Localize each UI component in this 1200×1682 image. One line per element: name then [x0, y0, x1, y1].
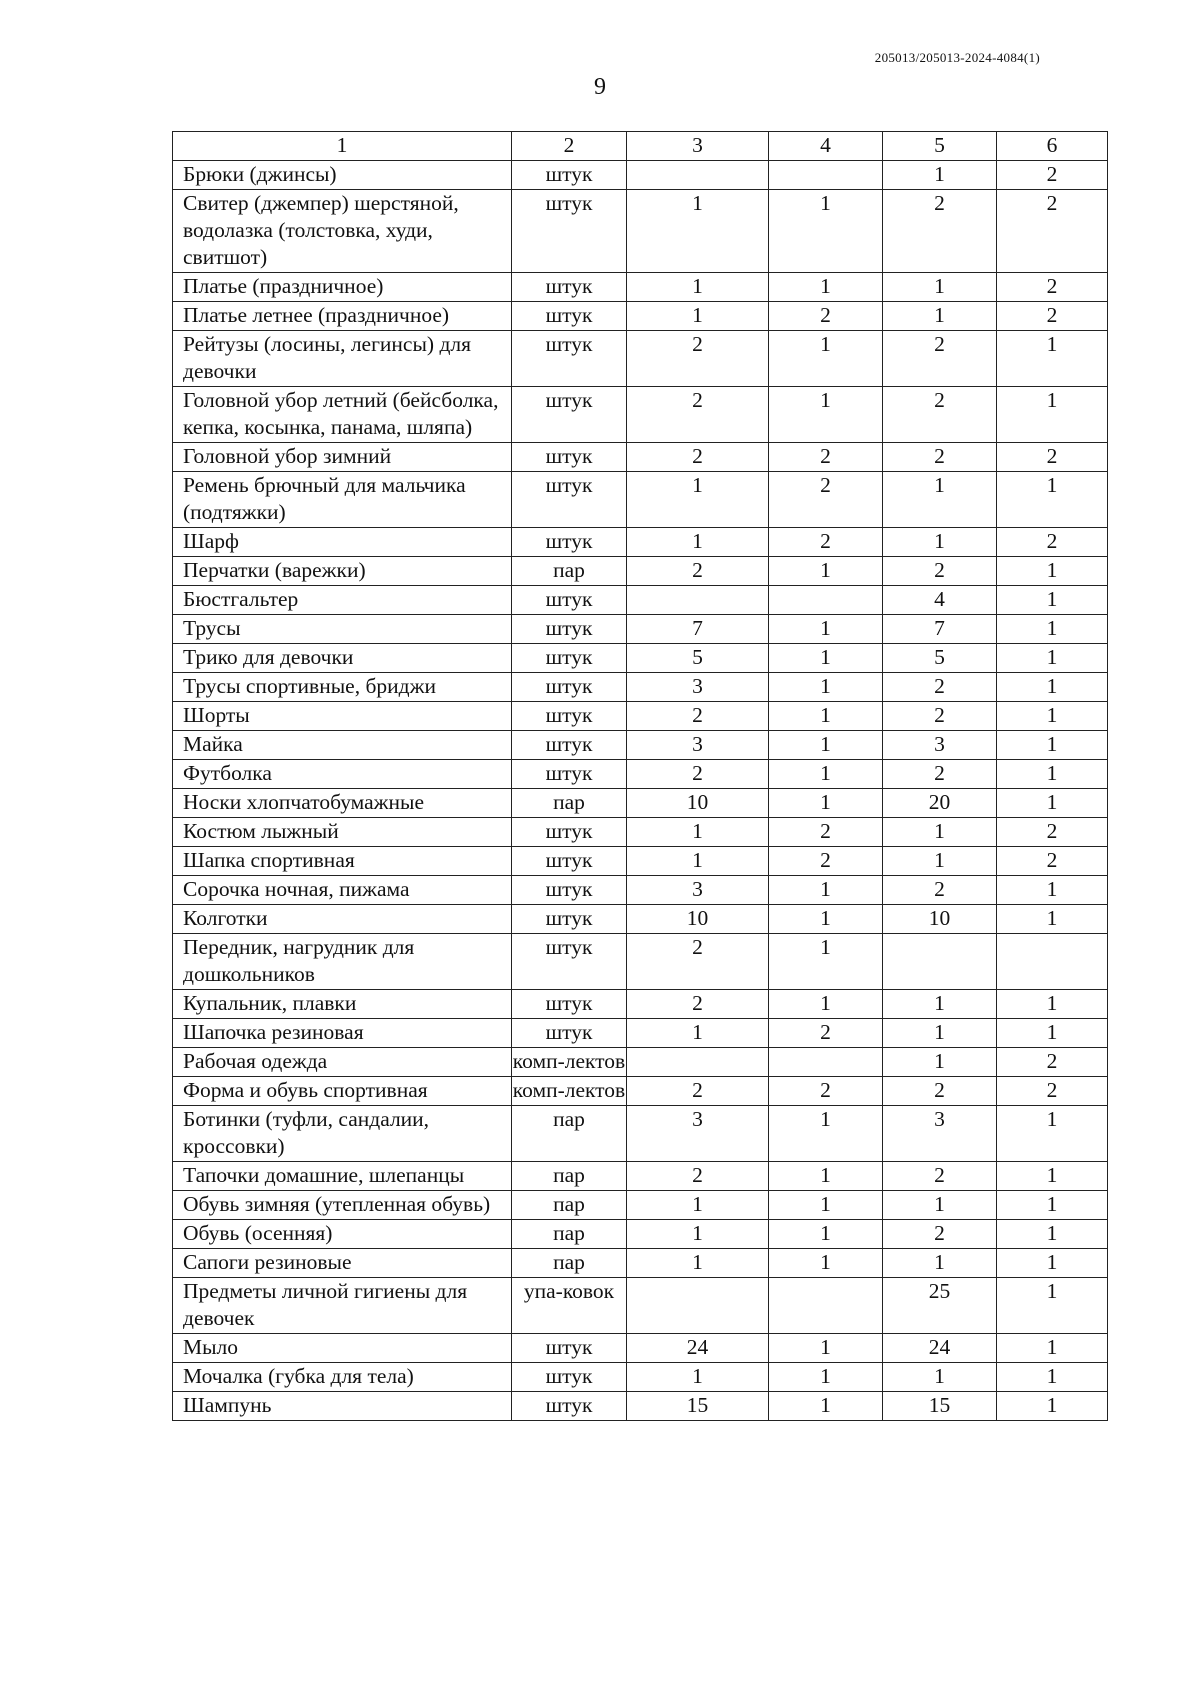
item-name-cell: Рабочая одежда [173, 1048, 512, 1077]
qty-col6-cell: 2 [997, 302, 1108, 331]
qty-col3-cell: 1 [627, 1019, 769, 1048]
item-name-cell: Трусы спортивные, бриджи [173, 673, 512, 702]
qty-col5-cell [883, 934, 997, 990]
qty-col4-cell: 2 [769, 443, 883, 472]
item-name-cell: Головной убор летний (бейсболка, кепка, косынка, панама, шляпа) [173, 387, 512, 443]
item-name-cell: Мыло [173, 1334, 512, 1363]
table-row [173, 1278, 1108, 1334]
qty-col4-cell: 1 [769, 934, 883, 990]
unit-cell: штук [512, 644, 627, 673]
qty-col4-cell: 2 [769, 1077, 883, 1106]
qty-col3-cell [627, 161, 769, 190]
table-row [173, 1363, 1108, 1392]
qty-col3-cell: 1 [627, 190, 769, 273]
table-row [173, 528, 1108, 557]
qty-col4-cell: 1 [769, 557, 883, 586]
table-row [173, 789, 1108, 818]
header-cell: 6 [997, 132, 1108, 161]
qty-col6-cell: 1 [997, 557, 1108, 586]
page-number: 9 [594, 74, 606, 100]
qty-col5-cell: 2 [883, 1220, 997, 1249]
item-name-cell: Сапоги резиновые [173, 1249, 512, 1278]
qty-col3-cell: 1 [627, 528, 769, 557]
qty-col5-cell: 3 [883, 731, 997, 760]
table-row [173, 273, 1108, 302]
qty-col5-cell: 15 [883, 1392, 997, 1421]
qty-col4-cell: 1 [769, 760, 883, 789]
item-name-cell: Ремень брючный для мальчика (подтяжки) [173, 472, 512, 528]
unit-cell: пар [512, 1220, 627, 1249]
item-name-cell: Шапочка резиновая [173, 1019, 512, 1048]
qty-col3-cell: 7 [627, 615, 769, 644]
item-name-cell: Шорты [173, 702, 512, 731]
qty-col3-cell: 2 [627, 934, 769, 990]
qty-col6-cell: 1 [997, 789, 1108, 818]
qty-col6-cell: 2 [997, 1077, 1108, 1106]
qty-col3-cell: 1 [627, 818, 769, 847]
table-row [173, 673, 1108, 702]
qty-col3-cell: 2 [627, 760, 769, 789]
qty-col6-cell: 1 [997, 644, 1108, 673]
table-row [173, 731, 1108, 760]
qty-col4-cell [769, 586, 883, 615]
table-row [173, 190, 1108, 273]
item-name-cell: Шампунь [173, 1392, 512, 1421]
qty-col4-cell: 1 [769, 789, 883, 818]
qty-col6-cell: 1 [997, 615, 1108, 644]
unit-cell: пар [512, 789, 627, 818]
unit-cell: штук [512, 472, 627, 528]
table-row [173, 1162, 1108, 1191]
item-name-cell: Брюки (джинсы) [173, 161, 512, 190]
table-row [173, 1220, 1108, 1249]
qty-col4-cell: 2 [769, 818, 883, 847]
qty-col6-cell: 1 [997, 1249, 1108, 1278]
qty-col4-cell: 1 [769, 731, 883, 760]
header-cell: 2 [512, 132, 627, 161]
qty-col6-cell: 2 [997, 818, 1108, 847]
item-name-cell: Шапка спортивная [173, 847, 512, 876]
item-name-cell: Купальник, плавки [173, 990, 512, 1019]
unit-cell: штук [512, 673, 627, 702]
table-row [173, 1019, 1108, 1048]
qty-col5-cell: 10 [883, 905, 997, 934]
qty-col4-cell: 1 [769, 1106, 883, 1162]
qty-col4-cell: 1 [769, 1363, 883, 1392]
qty-col3-cell: 15 [627, 1392, 769, 1421]
table-row [173, 586, 1108, 615]
qty-col6-cell: 1 [997, 387, 1108, 443]
item-name-cell: Платье летнее (праздничное) [173, 302, 512, 331]
qty-col3-cell [627, 1048, 769, 1077]
qty-col5-cell: 20 [883, 789, 997, 818]
qty-col6-cell: 1 [997, 990, 1108, 1019]
qty-col6-cell: 2 [997, 161, 1108, 190]
qty-col4-cell [769, 1278, 883, 1334]
table-row [173, 1191, 1108, 1220]
unit-cell: комп-лектов [512, 1077, 627, 1106]
qty-col6-cell: 2 [997, 847, 1108, 876]
qty-col6-cell: 1 [997, 673, 1108, 702]
unit-cell: пар [512, 1106, 627, 1162]
qty-col5-cell: 2 [883, 190, 997, 273]
table-row [173, 990, 1108, 1019]
document-reference-number: 205013/205013-2024-4084(1) [874, 50, 1040, 65]
qty-col3-cell: 1 [627, 472, 769, 528]
qty-col6-cell: 1 [997, 472, 1108, 528]
table-row [173, 331, 1108, 387]
unit-cell: штук [512, 387, 627, 443]
item-name-cell: Предметы личной гигиены для девочек [173, 1278, 512, 1334]
qty-col6-cell: 2 [997, 443, 1108, 472]
table-row [173, 1106, 1108, 1162]
qty-col5-cell: 2 [883, 331, 997, 387]
qty-col4-cell: 1 [769, 1162, 883, 1191]
table-row [173, 702, 1108, 731]
qty-col4-cell: 1 [769, 876, 883, 905]
qty-col6-cell: 1 [997, 1392, 1108, 1421]
item-name-cell: Тапочки домашние, шлепанцы [173, 1162, 512, 1191]
qty-col4-cell: 1 [769, 331, 883, 387]
items-table [172, 131, 1108, 1421]
table-row [173, 615, 1108, 644]
qty-col4-cell: 1 [769, 1392, 883, 1421]
qty-col5-cell: 1 [883, 528, 997, 557]
table-row [173, 557, 1108, 586]
table-row [173, 161, 1108, 190]
qty-col5-cell: 1 [883, 273, 997, 302]
item-name-cell: Сорочка ночная, пижама [173, 876, 512, 905]
unit-cell: штук [512, 443, 627, 472]
table-row [173, 472, 1108, 528]
qty-col5-cell: 5 [883, 644, 997, 673]
qty-col3-cell: 2 [627, 702, 769, 731]
unit-cell: пар [512, 1162, 627, 1191]
qty-col3-cell: 2 [627, 1077, 769, 1106]
qty-col5-cell: 2 [883, 443, 997, 472]
item-name-cell: Свитер (джемпер) шерстяной, водолазка (толстовка, худи, свитшот) [173, 190, 512, 273]
qty-col6-cell: 1 [997, 1363, 1108, 1392]
table-row [173, 1334, 1108, 1363]
unit-cell: штук [512, 905, 627, 934]
item-name-cell: Обувь (осенняя) [173, 1220, 512, 1249]
qty-col3-cell: 24 [627, 1334, 769, 1363]
qty-col6-cell: 1 [997, 1334, 1108, 1363]
table-row [173, 1392, 1108, 1421]
table-row [173, 876, 1108, 905]
qty-col5-cell: 4 [883, 586, 997, 615]
unit-cell: штук [512, 615, 627, 644]
qty-col6-cell: 2 [997, 273, 1108, 302]
qty-col3-cell: 3 [627, 731, 769, 760]
table-row [173, 1048, 1108, 1077]
item-name-cell: Шарф [173, 528, 512, 557]
unit-cell: пар [512, 1249, 627, 1278]
qty-col4-cell: 1 [769, 615, 883, 644]
item-name-cell: Трусы [173, 615, 512, 644]
qty-col4-cell: 1 [769, 644, 883, 673]
item-name-cell: Обувь зимняя (утепленная обувь) [173, 1191, 512, 1220]
qty-col3-cell: 3 [627, 1106, 769, 1162]
qty-col4-cell [769, 1048, 883, 1077]
unit-cell: пар [512, 557, 627, 586]
table-row [173, 443, 1108, 472]
qty-col3-cell: 3 [627, 876, 769, 905]
qty-col6-cell: 1 [997, 1106, 1108, 1162]
qty-col3-cell: 5 [627, 644, 769, 673]
qty-col4-cell: 1 [769, 990, 883, 1019]
table-row [173, 934, 1108, 990]
qty-col5-cell: 2 [883, 387, 997, 443]
qty-col3-cell: 2 [627, 557, 769, 586]
table-row [173, 1249, 1108, 1278]
qty-col5-cell: 1 [883, 302, 997, 331]
table-row [173, 818, 1108, 847]
qty-col5-cell: 2 [883, 876, 997, 905]
unit-cell: штук [512, 934, 627, 990]
table-row [173, 847, 1108, 876]
qty-col4-cell: 1 [769, 702, 883, 731]
header-cell: 1 [173, 132, 512, 161]
qty-col5-cell: 3 [883, 1106, 997, 1162]
item-name-cell: Платье (праздничное) [173, 273, 512, 302]
qty-col3-cell: 2 [627, 990, 769, 1019]
qty-col4-cell [769, 161, 883, 190]
header-cell: 5 [883, 132, 997, 161]
qty-col6-cell: 1 [997, 731, 1108, 760]
qty-col4-cell: 1 [769, 1249, 883, 1278]
qty-col6-cell: 2 [997, 528, 1108, 557]
item-name-cell: Футболка [173, 760, 512, 789]
qty-col6-cell: 1 [997, 1278, 1108, 1334]
unit-cell: штук [512, 760, 627, 789]
qty-col5-cell: 2 [883, 673, 997, 702]
unit-cell: пар [512, 1191, 627, 1220]
qty-col5-cell: 2 [883, 1162, 997, 1191]
unit-cell: штук [512, 586, 627, 615]
qty-col5-cell: 1 [883, 1249, 997, 1278]
unit-cell: упа-ковок [512, 1278, 627, 1334]
qty-col3-cell: 1 [627, 1191, 769, 1220]
qty-col3-cell [627, 586, 769, 615]
qty-col6-cell: 1 [997, 905, 1108, 934]
qty-col4-cell: 1 [769, 190, 883, 273]
qty-col5-cell: 25 [883, 1278, 997, 1334]
unit-cell: штук [512, 331, 627, 387]
qty-col6-cell: 1 [997, 1162, 1108, 1191]
item-name-cell: Колготки [173, 905, 512, 934]
qty-col6-cell: 1 [997, 760, 1108, 789]
table-row [173, 302, 1108, 331]
qty-col3-cell [627, 1278, 769, 1334]
qty-col3-cell: 2 [627, 1162, 769, 1191]
item-name-cell: Бюстгальтер [173, 586, 512, 615]
qty-col5-cell: 1 [883, 472, 997, 528]
qty-col6-cell: 1 [997, 702, 1108, 731]
unit-cell: штук [512, 528, 627, 557]
qty-col4-cell: 2 [769, 472, 883, 528]
item-name-cell: Рейтузы (лосины, легинсы) для девочки [173, 331, 512, 387]
qty-col6-cell: 1 [997, 1220, 1108, 1249]
table-row [173, 1077, 1108, 1106]
qty-col3-cell: 1 [627, 1363, 769, 1392]
item-name-cell: Головной убор зимний [173, 443, 512, 472]
qty-col3-cell: 2 [627, 387, 769, 443]
qty-col5-cell: 1 [883, 818, 997, 847]
qty-col6-cell: 2 [997, 1048, 1108, 1077]
unit-cell: штук [512, 1392, 627, 1421]
qty-col5-cell: 2 [883, 557, 997, 586]
item-name-cell: Перчатки (варежки) [173, 557, 512, 586]
qty-col3-cell: 1 [627, 847, 769, 876]
qty-col5-cell: 24 [883, 1334, 997, 1363]
qty-col4-cell: 1 [769, 905, 883, 934]
qty-col3-cell: 2 [627, 443, 769, 472]
qty-col4-cell: 2 [769, 1019, 883, 1048]
unit-cell: штук [512, 702, 627, 731]
qty-col6-cell: 1 [997, 876, 1108, 905]
item-name-cell: Трико для девочки [173, 644, 512, 673]
unit-cell: штук [512, 847, 627, 876]
qty-col6-cell: 2 [997, 190, 1108, 273]
unit-cell: штук [512, 1334, 627, 1363]
item-name-cell: Передник, нагрудник для дошкольников [173, 934, 512, 990]
qty-col5-cell: 7 [883, 615, 997, 644]
qty-col3-cell: 10 [627, 905, 769, 934]
header-cell: 4 [769, 132, 883, 161]
qty-col6-cell [997, 934, 1108, 990]
item-name-cell: Костюм лыжный [173, 818, 512, 847]
qty-col3-cell: 1 [627, 302, 769, 331]
unit-cell: штук [512, 990, 627, 1019]
header-cell: 3 [627, 132, 769, 161]
qty-col3-cell: 3 [627, 673, 769, 702]
unit-cell: штук [512, 818, 627, 847]
unit-cell: штук [512, 302, 627, 331]
unit-cell: комп-лектов [512, 1048, 627, 1077]
qty-col5-cell: 1 [883, 990, 997, 1019]
item-name-cell: Майка [173, 731, 512, 760]
qty-col4-cell: 1 [769, 273, 883, 302]
qty-col6-cell: 1 [997, 1019, 1108, 1048]
qty-col4-cell: 1 [769, 1220, 883, 1249]
qty-col6-cell: 1 [997, 331, 1108, 387]
qty-col5-cell: 1 [883, 1048, 997, 1077]
unit-cell: штук [512, 161, 627, 190]
qty-col4-cell: 1 [769, 1334, 883, 1363]
unit-cell: штук [512, 1363, 627, 1392]
table-header-row [173, 132, 1108, 161]
item-name-cell: Мочалка (губка для тела) [173, 1363, 512, 1392]
table-row [173, 905, 1108, 934]
qty-col5-cell: 1 [883, 161, 997, 190]
qty-col3-cell: 2 [627, 331, 769, 387]
qty-col5-cell: 2 [883, 760, 997, 789]
table-row [173, 644, 1108, 673]
qty-col5-cell: 1 [883, 1363, 997, 1392]
item-name-cell: Ботинки (туфли, сандалии, кроссовки) [173, 1106, 512, 1162]
unit-cell: штук [512, 731, 627, 760]
qty-col5-cell: 2 [883, 1077, 997, 1106]
qty-col5-cell: 2 [883, 702, 997, 731]
qty-col3-cell: 1 [627, 273, 769, 302]
qty-col3-cell: 10 [627, 789, 769, 818]
unit-cell: штук [512, 1019, 627, 1048]
qty-col6-cell: 1 [997, 586, 1108, 615]
qty-col4-cell: 1 [769, 673, 883, 702]
table-row [173, 387, 1108, 443]
qty-col4-cell: 2 [769, 847, 883, 876]
qty-col4-cell: 2 [769, 528, 883, 557]
unit-cell: штук [512, 273, 627, 302]
qty-col4-cell: 1 [769, 1191, 883, 1220]
table-row [173, 760, 1108, 789]
item-name-cell: Носки хлопчатобумажные [173, 789, 512, 818]
qty-col4-cell: 2 [769, 302, 883, 331]
item-name-cell: Форма и обувь спортивная [173, 1077, 512, 1106]
qty-col5-cell: 1 [883, 847, 997, 876]
qty-col3-cell: 1 [627, 1249, 769, 1278]
qty-col5-cell: 1 [883, 1019, 997, 1048]
qty-col5-cell: 1 [883, 1191, 997, 1220]
qty-col6-cell: 1 [997, 1191, 1108, 1220]
unit-cell: штук [512, 876, 627, 905]
qty-col3-cell: 1 [627, 1220, 769, 1249]
qty-col4-cell: 1 [769, 387, 883, 443]
unit-cell: штук [512, 190, 627, 273]
